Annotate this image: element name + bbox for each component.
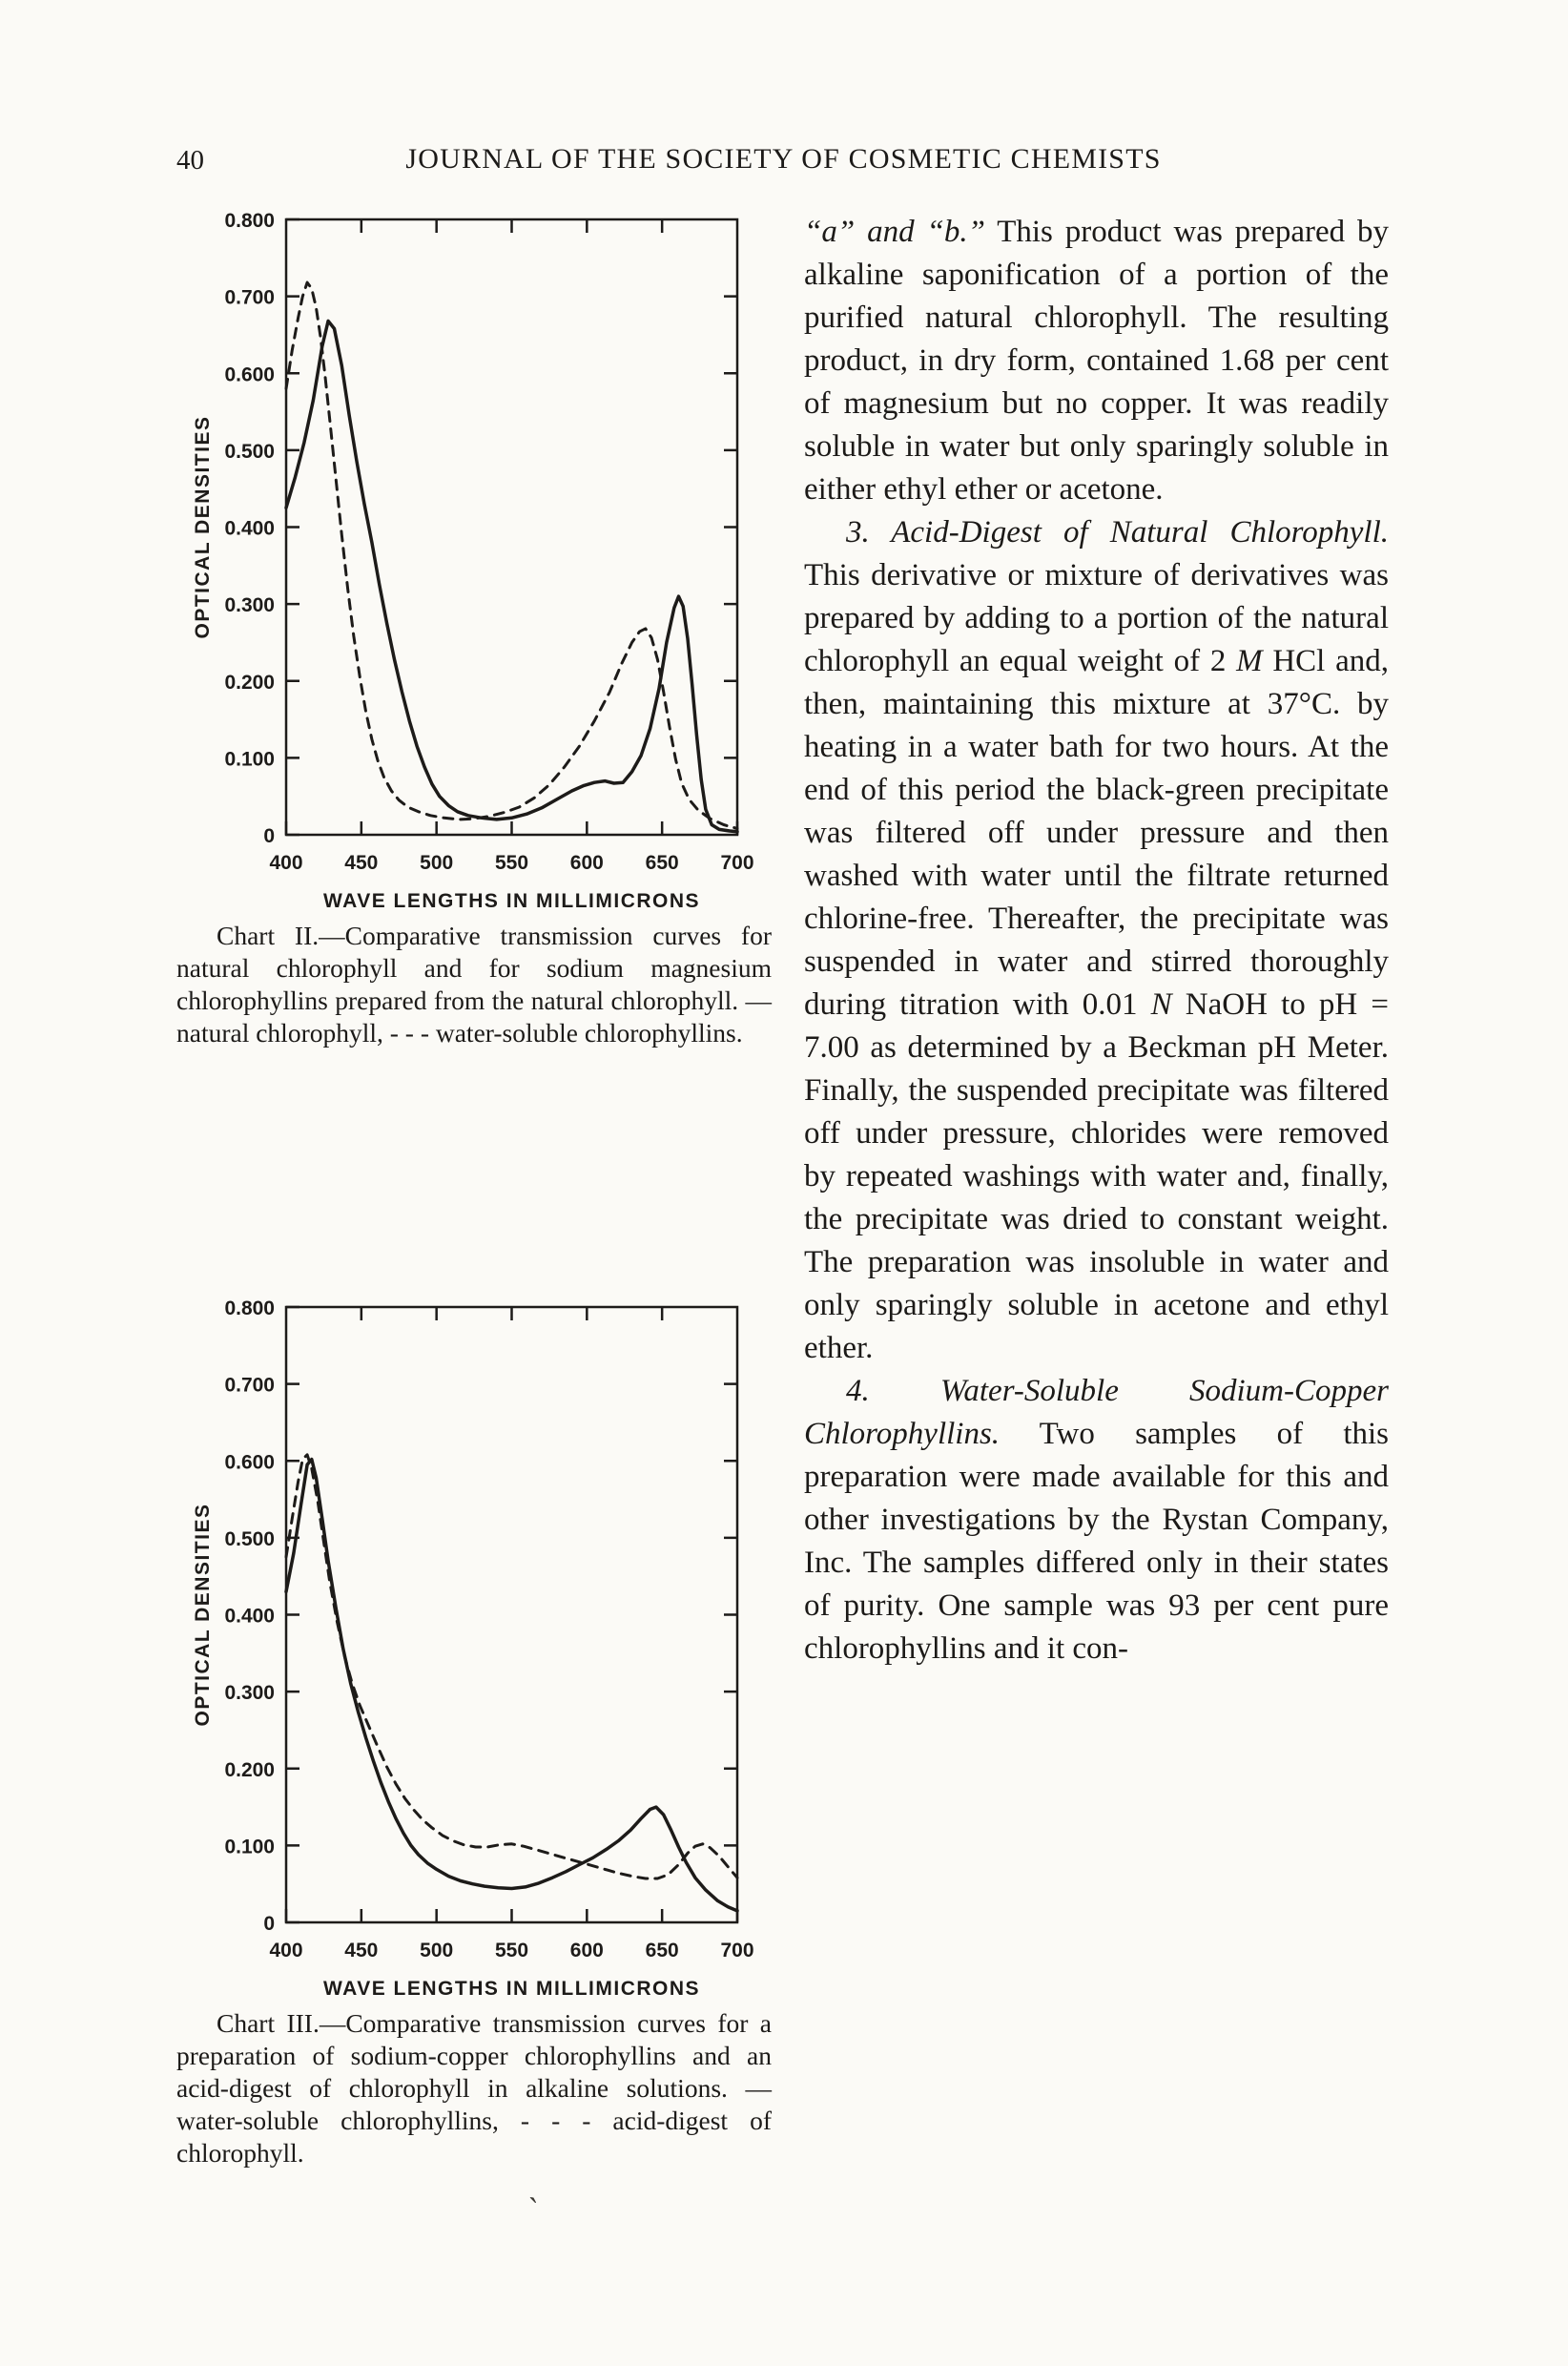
italic-text-segment: 3. Acid-Digest of Natural Chlorophyll. xyxy=(846,515,1389,550)
y-tick-label: 0.700 xyxy=(224,286,275,309)
paragraph xyxy=(804,211,1389,511)
x-tick-label: 400 xyxy=(269,852,303,874)
y-tick-label: 0 xyxy=(263,1913,275,1935)
x-tick-label: 450 xyxy=(344,852,379,874)
x-tick-label: 650 xyxy=(645,852,679,874)
article-text xyxy=(804,211,1389,1671)
x-tick-label: 700 xyxy=(720,1940,754,1961)
x-tick-label: 500 xyxy=(420,852,454,874)
y-tick-label: 0.500 xyxy=(224,440,275,463)
y-tick-label: 0.200 xyxy=(224,671,275,694)
y-tick-label: 0.600 xyxy=(224,1451,275,1474)
y-tick-label: 0.500 xyxy=(224,1527,275,1550)
x-tick-label: 500 xyxy=(420,1940,454,1961)
page-number: 40 xyxy=(176,145,204,176)
y-tick-label: 0.800 xyxy=(224,210,275,232)
x-tick-label: 400 xyxy=(269,1940,303,1961)
y-tick-label: 0 xyxy=(263,825,275,847)
running-head xyxy=(176,143,1391,181)
x-tick-label: 450 xyxy=(344,1940,379,1961)
y-tick-label: 0.100 xyxy=(224,1836,275,1858)
paragraph xyxy=(804,511,1389,1370)
y-tick-label: 0.200 xyxy=(224,1758,275,1781)
y-tick-label: 0.400 xyxy=(224,517,275,540)
text-segment: HCl and, then, maintaining this mixture at 37°C. by heating in a water bath for two hours. At the end of this period the black-green precipitate was filtered off under pressure and then washed with water until the filtrate returned chlorine-free. Thereafter, the precipitate was suspended in water and stirred thoroughly during titration with 0.01 xyxy=(804,644,1389,1022)
text-segment: This product was prepared by alkaline saponification of a portion of the purified natural chlorophyll. The resulting product, in dry form, contained 1.68 per cent of magnesium but no copper. It was readily soluble in water but only sparingly soluble in either ethyl ether or acetone. xyxy=(804,215,1389,507)
journal-title: JOURNAL OF THE SOCIETY OF COSMETIC CHEMISTS xyxy=(405,143,1162,175)
curve-acid-digest-of-chlorophyll xyxy=(286,1455,737,1878)
chart-ii xyxy=(176,208,772,914)
chart-ii-caption: Chart II.—Comparative transmission curves for natural chlorophyll and for sodium magnesium chlorophyllins prepared from the natural chlorophyll. — natural chlorophyll, - - - water-soluble chlorophyllins. xyxy=(176,921,772,1048)
stray-ink-mark: ` xyxy=(524,2191,540,2229)
y-tick-label: 0.400 xyxy=(224,1605,275,1628)
paragraph xyxy=(804,1370,1389,1671)
x-tick-label: 700 xyxy=(720,852,754,874)
y-tick-label: 0.600 xyxy=(224,363,275,386)
italic-text-segment: “a” and “b.” xyxy=(804,215,985,249)
italic-text-segment: M xyxy=(1236,644,1263,678)
x-tick-label: 550 xyxy=(494,852,529,874)
chart-iii-figure xyxy=(176,1296,772,2169)
y-axis-title: OPTICAL DENSITIES xyxy=(192,415,214,639)
x-tick-label: 600 xyxy=(569,1940,604,1961)
curve-water-soluble-chlorophyllins xyxy=(286,282,737,828)
text-segment: NaOH to pH = 7.00 as determined by a Beckman pH Meter. Finally, the suspended precipitate was filtered off under pressure, chlorides were removed by repeated washings with water and, finally, the precipitate was dried to constant weight. The preparation was insoluble in water and only sparingly soluble in acetone and ethyl ether. xyxy=(804,987,1389,1365)
x-tick-label: 600 xyxy=(569,852,604,874)
x-tick-label: 550 xyxy=(494,1940,529,1961)
text-segment: Two samples of this preparation were made available for this and other investigations by the Rystan Company, Inc. The samples differed only in their states of purity. One sample was 93 per cent pure chlorophyllins and it con- xyxy=(804,1417,1389,1666)
y-tick-label: 0.700 xyxy=(224,1374,275,1397)
x-axis-title: WAVE LENGTHS IN MILLIMICRONS xyxy=(322,890,701,912)
chart-iii xyxy=(176,1296,772,2002)
y-axis-title: OPTICAL DENSITIES xyxy=(192,1503,214,1727)
chart-iii-caption: Chart III.—Comparative transmission curves for a preparation of sodium-copper chlorophyllins and an acid-digest of chlorophyll in alkaline solutions. — water-soluble chlorophyllins, - - - acid-digest of chlorophyll. xyxy=(176,2008,772,2168)
y-tick-label: 0.300 xyxy=(224,1682,275,1705)
y-tick-label: 0.800 xyxy=(224,1297,275,1319)
chart-ii-figure xyxy=(176,208,772,1049)
plot-frame xyxy=(286,219,737,835)
x-axis-title: WAVE LENGTHS IN MILLIMICRONS xyxy=(322,1978,701,2000)
text-segment: This derivative or mixture of derivatives was prepared by adding to a portion of the natural chlorophyll an equal weight of 2 xyxy=(804,558,1389,678)
curve-natural-chlorophyll xyxy=(286,321,737,831)
y-tick-label: 0.100 xyxy=(224,748,275,771)
italic-text-segment: 4. Water-Soluble Sodium-Copper Chlorophyllins. xyxy=(804,1374,1389,1451)
italic-text-segment: N xyxy=(1150,987,1172,1022)
x-tick-label: 650 xyxy=(645,1940,679,1961)
y-tick-label: 0.300 xyxy=(224,594,275,617)
